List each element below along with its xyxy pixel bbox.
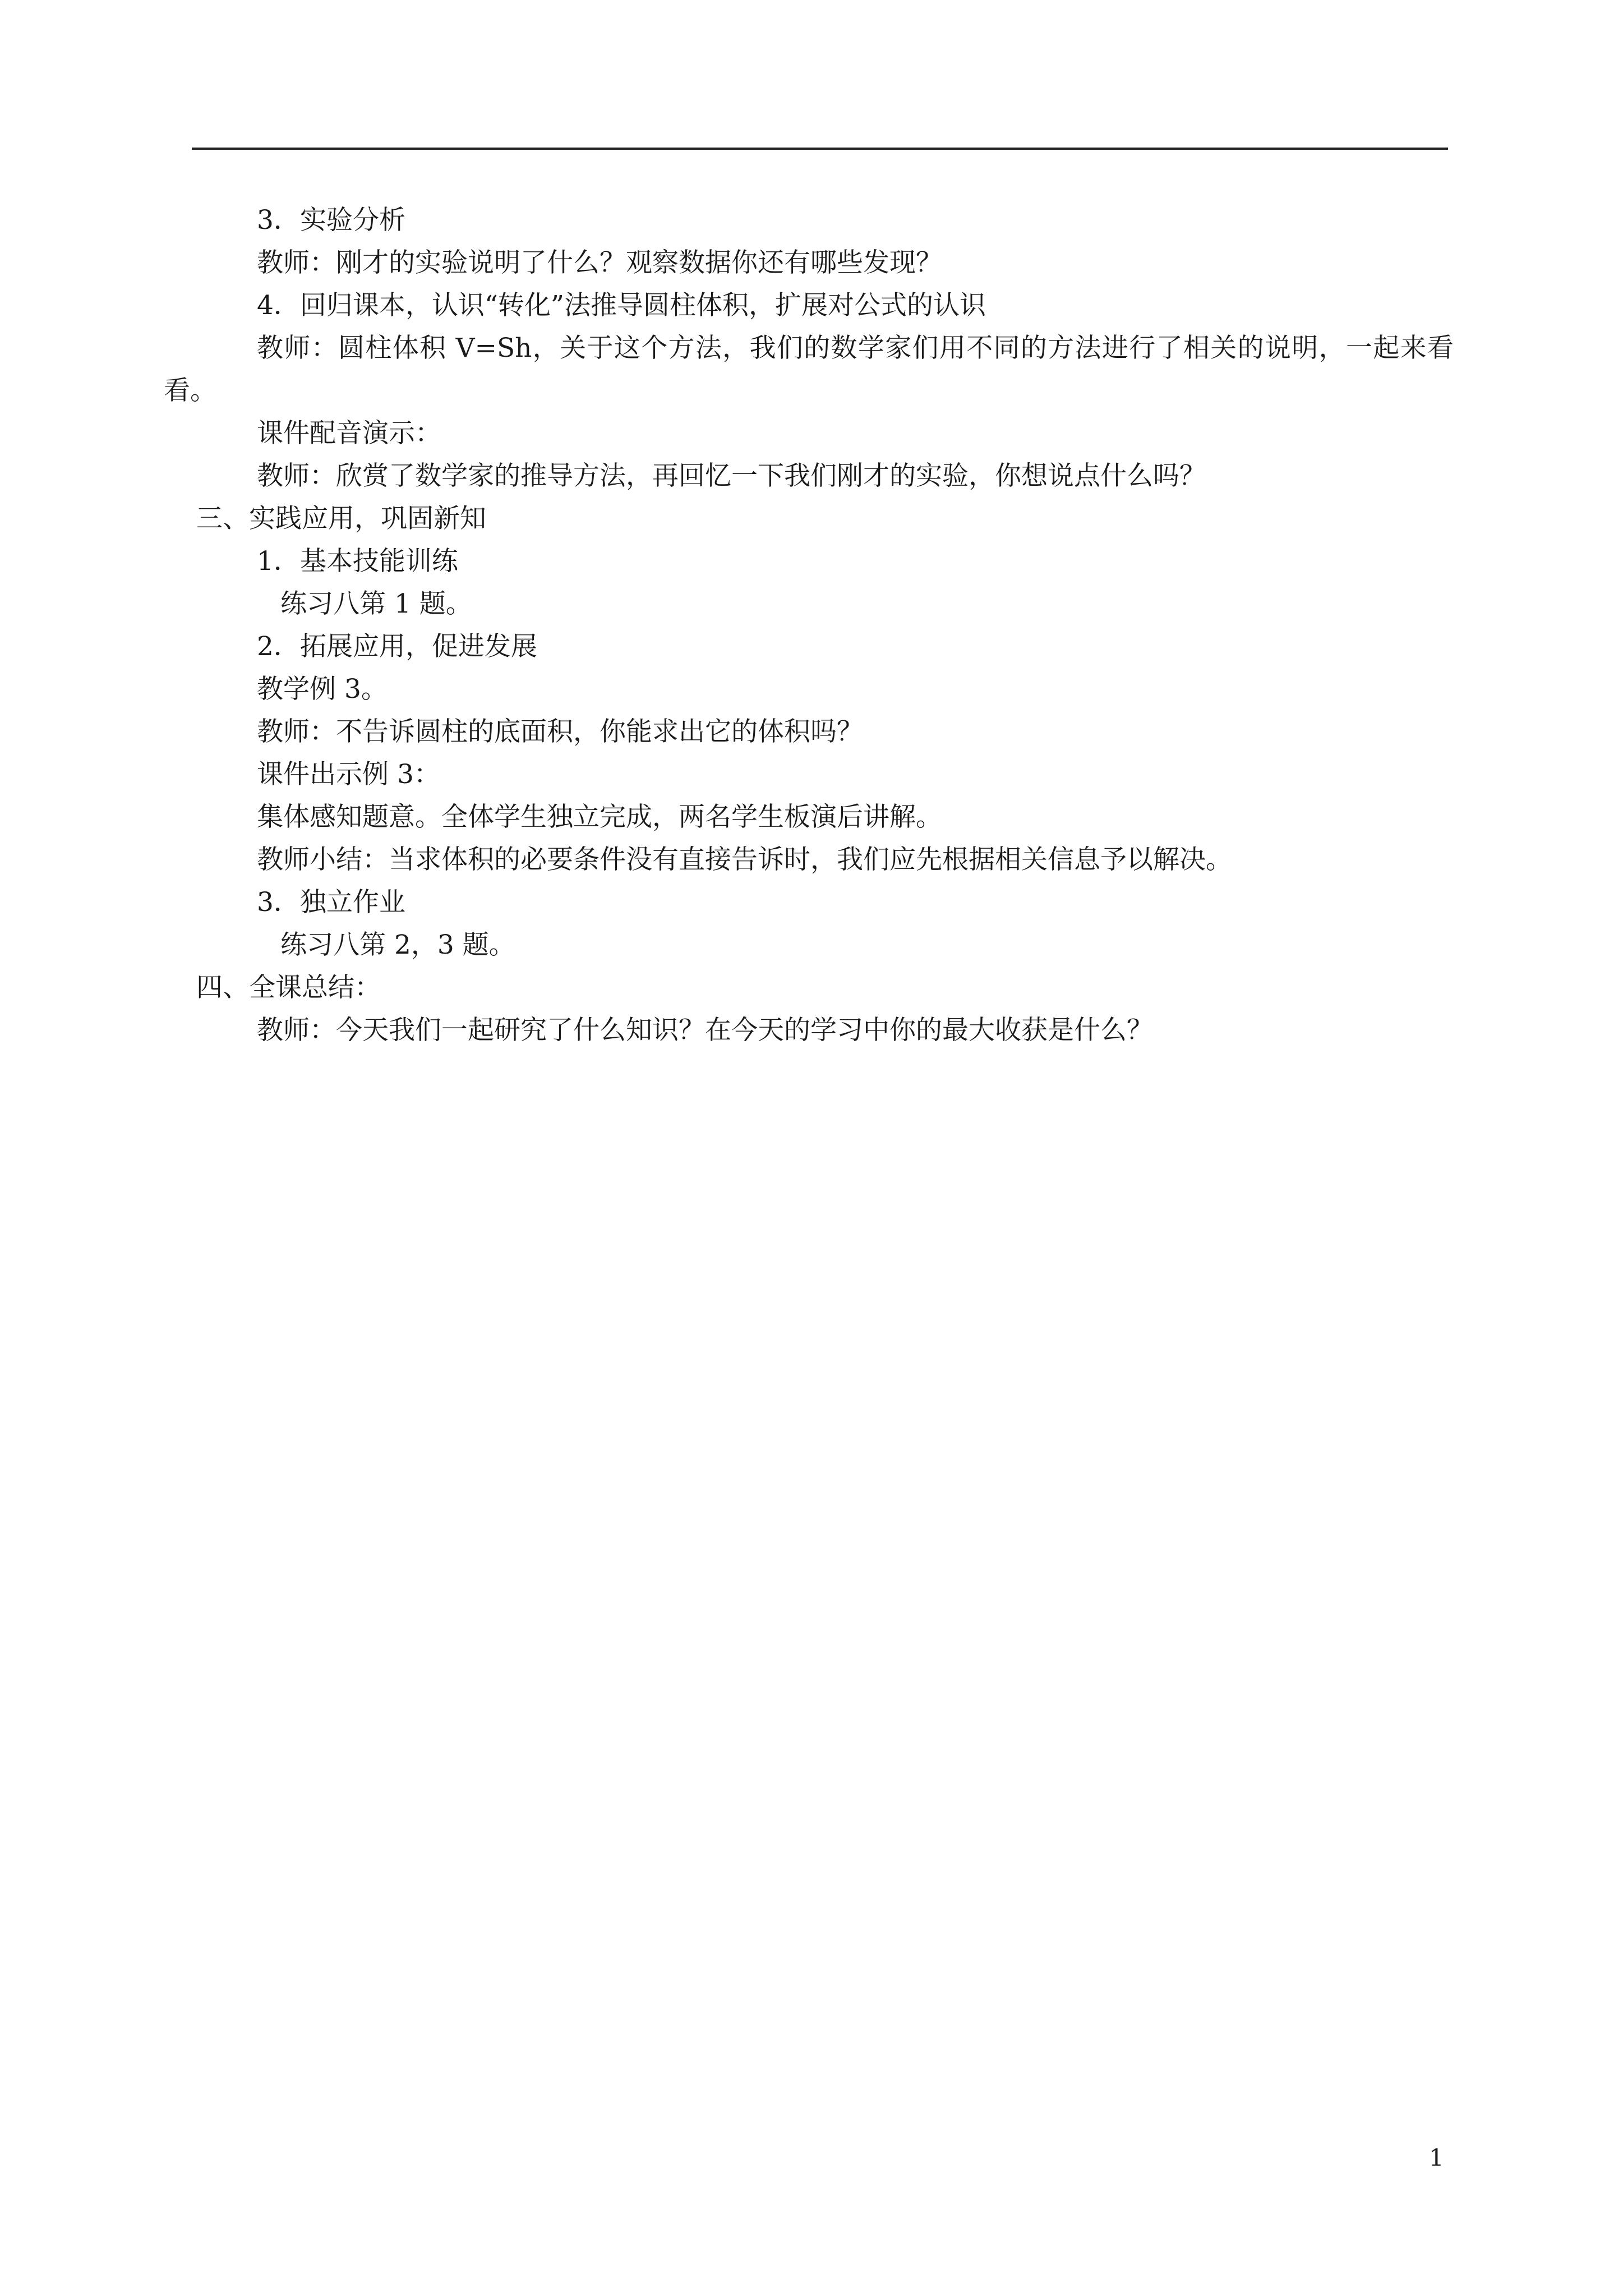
- section-heading: 3．实验分析: [257, 205, 405, 236]
- paragraph: 教师：今天我们一起研究了什么知识？在今天的学习中你的最大收获是什么？: [257, 1015, 1153, 1046]
- section-heading: 四、全课总结：: [196, 972, 381, 1003]
- paragraph: 课件配音演示：: [257, 418, 441, 449]
- paragraph: 教师：欣赏了数学家的推导方法，再回忆一下我们刚才的实验，你想说点什么吗？: [257, 461, 1206, 491]
- paragraph: 教师：圆柱体积 V=Sh，关于这个方法，我们的数学家们用不同的方法进行了相关的说明，一起来看看。: [164, 333, 1454, 406]
- section-heading: 4．回归课本，认识“转化”法推导圆柱体积，扩展对公式的认识: [257, 290, 986, 321]
- paragraph: 教师：刚才的实验说明了什么？观察数据你还有哪些发现？: [257, 247, 942, 278]
- paragraph: 教师：不告诉圆柱的底面积，你能求出它的体积吗？: [257, 716, 863, 747]
- paragraph: 教师小结：当求体积的必要条件没有直接告诉时，我们应先根据相关信息予以解决。: [257, 844, 1232, 875]
- paragraph: 练习八第 2，3 题。: [280, 930, 515, 960]
- section-heading: 2．拓展应用，促进发展: [257, 631, 537, 662]
- paragraph: 练习八第 1 题。: [280, 588, 472, 619]
- section-heading: 1．基本技能训练: [257, 546, 458, 577]
- document-body: [164, 199, 1454, 1052]
- header-rule: [192, 148, 1448, 150]
- paragraph: 集体感知题意。全体学生独立完成，两名学生板演后讲解。: [257, 802, 942, 832]
- paragraph: 教学例 3。: [257, 674, 388, 705]
- paragraph: 课件出示例 3：: [257, 759, 440, 790]
- section-heading: 三、实践应用，巩固新知: [196, 503, 486, 534]
- section-heading: 3．独立作业: [257, 887, 405, 918]
- page-number: 1: [1429, 2144, 1444, 2171]
